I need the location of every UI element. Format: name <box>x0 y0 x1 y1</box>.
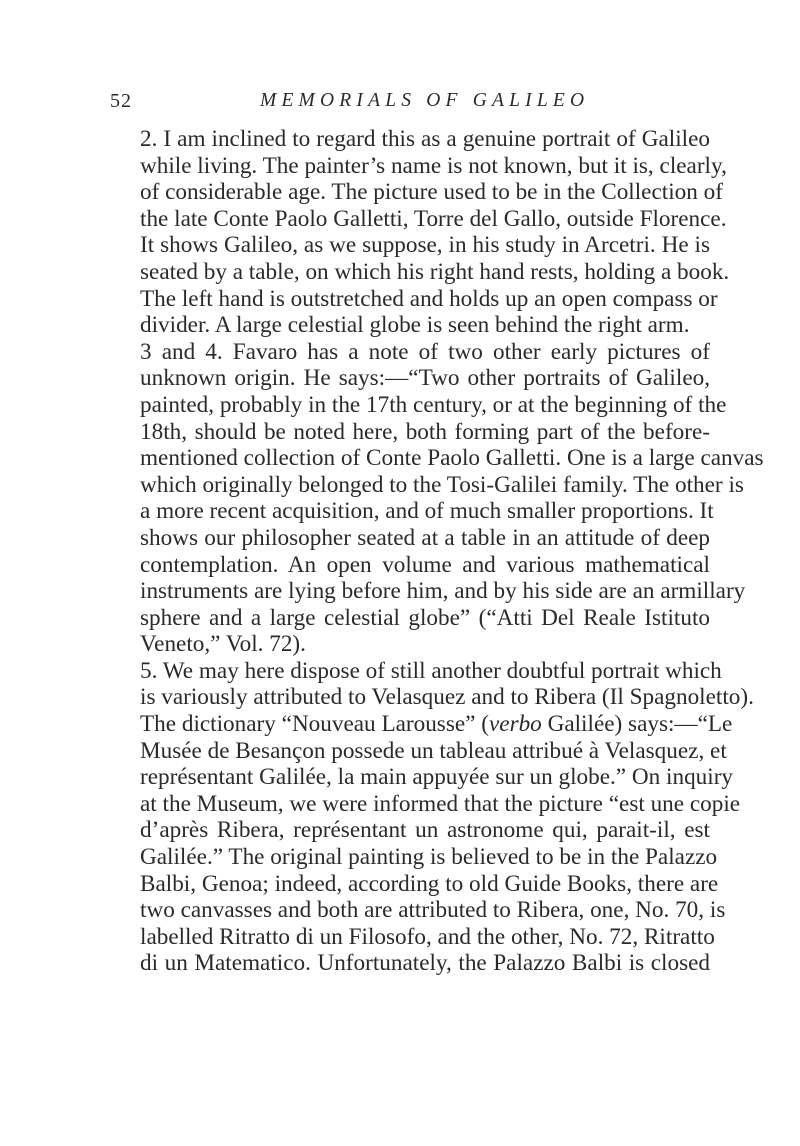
text-line: mentioned collection of Conte Paolo Galletti. One is a large canvas <box>140 445 764 472</box>
text-line: is variously attributed to Velasquez and to Ribera (Il Spagnoletto). <box>140 684 754 711</box>
text-line: labelled Ritratto di un Filosofo, and the other, No. 72, Ritratto <box>140 923 715 950</box>
text-line: shows our philosopher seated at a table in an attitude of deep <box>140 524 710 551</box>
text-line: 18th, should be noted here, both forming part of the before- <box>140 418 710 445</box>
text-line: of considerable age. The picture used to be in the Collection of <box>140 179 723 206</box>
text-line: a more recent acquisition, and of much smaller proportions. It <box>140 498 714 525</box>
text-line: instruments are lying before him, and by his side are an armillary <box>140 578 746 605</box>
book-page <box>110 78 764 977</box>
paragraph-portraits-3-4 <box>110 338 764 658</box>
text-line: the late Conte Paolo Galletti, Torre del Gallo, outside Florence. <box>140 205 727 232</box>
text-line: Musée de Besançon possede un tableau attribué à Velasquez, et <box>140 737 727 764</box>
text-line: divider. A large celestial globe is seen behind the right arm. <box>140 312 690 339</box>
text-line: two canvasses and both are attributed to Ribera, one, No. 70, is <box>140 897 726 924</box>
running-title: MEMORIALS OF GALILEO <box>260 90 590 111</box>
text-segment: Galilée) says:—“Le <box>547 711 733 738</box>
text-line: 5. We may here dispose of still another doubtful portrait which <box>140 657 722 684</box>
text-line: seated by a table, on which his right hand rests, holding a book. <box>140 258 730 285</box>
running-head <box>110 78 710 118</box>
paragraph-portrait-5 <box>110 657 754 977</box>
paragraph-portrait-2 <box>110 126 730 339</box>
text-line: which originally belonged to the Tosi-Galilei family. The other is <box>140 471 744 498</box>
text-line: painted, probably in the 17th century, or at the beginning of the <box>140 391 727 418</box>
text-line: 3 and 4. Favaro has a note of two other early pictures of <box>140 338 710 365</box>
italic-term: verbo <box>488 711 542 738</box>
text-line: The left hand is outstretched and holds up an open compass or <box>140 285 718 312</box>
text-line: sphere and a large celestial globe” (“Atti Del Reale Istituto <box>140 604 710 631</box>
text-line: Balbi, Genoa; indeed, according to old Guide Books, there are <box>140 870 719 897</box>
text-line: Veneto,” Vol. 72). <box>140 631 306 658</box>
text-line: while living. The painter’s name is not known, but it is, clearly, <box>140 152 727 179</box>
text-line: représentant Galilée, la main appuyée sur un globe.” On inquiry <box>140 764 734 791</box>
page-number: 52 <box>110 90 132 112</box>
text-line: contemplation. An open volume and various mathematical <box>140 551 710 578</box>
text-line: unknown origin. He says:—“Two other portraits of Galileo, <box>140 365 710 392</box>
text-line: It shows Galileo, as we suppose, in his study in Arcetri. He is <box>140 232 710 259</box>
body-text <box>110 126 764 977</box>
text-line: at the Museum, we were informed that the picture “est une copie <box>140 790 741 817</box>
text-line: d’après Ribera, représentant un astronome qui, parait-il, est <box>140 817 710 844</box>
text-line-with-italic: The dictionary “Nouveau Larousse” (verbo Galilée) says:—“Le <box>140 711 733 738</box>
text-segment: The dictionary “Nouveau Larousse” <box>140 711 476 738</box>
text-line: Galilée.” The original painting is believed to be in the Palazzo <box>140 844 718 871</box>
text-line: 2. I am inclined to regard this as a genuine portrait of Galileo <box>140 126 710 152</box>
text-line: di un Matematico. Unfortunately, the Palazzo Balbi is closed <box>140 950 710 977</box>
